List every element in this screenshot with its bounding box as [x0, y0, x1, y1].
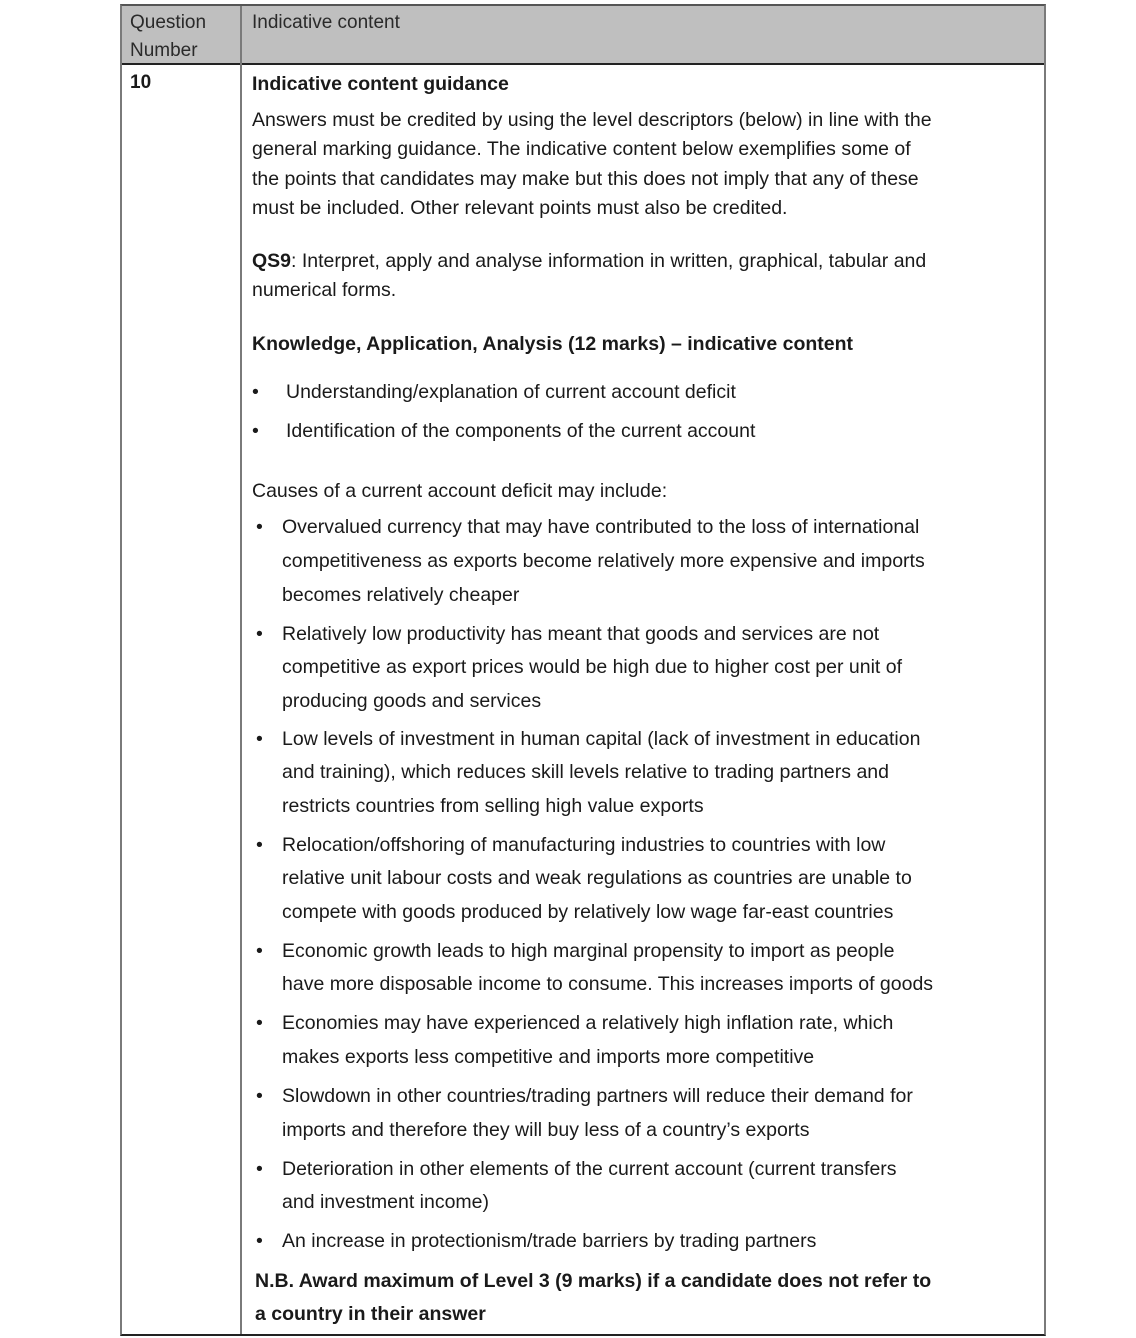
question-number: 10: [130, 72, 152, 93]
kaa-point-text: Identification of the components of the current account: [286, 420, 756, 442]
guidance-title: Indicative content guidance: [252, 73, 509, 95]
bullet-icon: •: [252, 420, 259, 442]
nb-note-line: a country in their answer: [255, 1303, 486, 1325]
column-divider: [240, 6, 242, 1334]
header-question-line1: Question: [130, 12, 207, 33]
bullet-icon: •: [256, 1012, 263, 1034]
bullet-icon: •: [256, 1158, 263, 1180]
table-header: [122, 6, 1044, 65]
cause-line: producing goods and services: [282, 690, 542, 712]
cause-line: have more disposable income to consume. This increases imports of goods: [282, 973, 934, 995]
causes-intro: Causes of a current account deficit may include:: [252, 480, 668, 502]
cause-line: relative unit labour costs and weak regulations as countries are unable to: [282, 867, 912, 889]
cause-line: imports and therefore they will buy less of a country’s exports: [282, 1119, 810, 1141]
guidance-line: the points that candidates may make but this does not imply that any of these: [252, 168, 919, 190]
kaa-heading: Knowledge, Application, Analysis (12 marks) – indicative content: [252, 333, 854, 355]
cause-line: competitive as export prices would be high due to higher cost per unit of: [282, 656, 903, 678]
qs9-label: QS9: [252, 250, 292, 272]
bullet-icon: •: [256, 834, 263, 856]
header-question-line2: Number: [130, 40, 198, 61]
cause-line: becomes relatively cheaper: [282, 584, 520, 606]
cause-line: Deterioration in other elements of the current account (current transfers: [282, 1158, 897, 1180]
guidance-line: general marking guidance. The indicative content below exemplifies some of: [252, 138, 911, 160]
cause-line: Relocation/offshoring of manufacturing industries to countries with low: [282, 834, 886, 856]
cause-line: restricts countries from selling high value exports: [282, 795, 704, 817]
cause-line: Relatively low productivity has meant that goods and services are not: [282, 623, 880, 645]
cause-line: competitiveness as exports become relatively more expensive and imports: [282, 550, 925, 572]
header-question-number: [130, 9, 238, 65]
bullet-icon: •: [256, 1230, 263, 1252]
kaa-point: [252, 378, 736, 407]
cause-line: and training), which reduces skill levels relative to trading partners and: [282, 761, 889, 783]
cause-line: Economic growth leads to high marginal propensity to import as people: [282, 940, 895, 962]
header-indicative-content: Indicative content: [252, 12, 400, 33]
guidance-line: Answers must be credited by using the level descriptors (below) in line with the: [252, 109, 932, 131]
cause-line: Slowdown in other countries/trading partners will reduce their demand for: [282, 1085, 913, 1107]
qs9-line: [252, 247, 926, 276]
cause-line: Low levels of investment in human capital (lack of investment in education: [282, 728, 921, 750]
cause-line: An increase in protectionism/trade barriers by trading partners: [282, 1230, 817, 1252]
kaa-point: [252, 417, 756, 446]
cause-line: and investment income): [282, 1191, 490, 1213]
bullet-icon: •: [252, 381, 259, 403]
kaa-point-text: Understanding/explanation of current account deficit: [286, 381, 736, 403]
bullet-icon: •: [256, 1085, 263, 1107]
bullet-icon: •: [256, 516, 263, 538]
indicative-content-table: [120, 4, 1046, 1336]
qs9-line: numerical forms.: [252, 279, 397, 301]
nb-note-line: N.B. Award maximum of Level 3 (9 marks) if a candidate does not refer to: [255, 1270, 932, 1292]
cause-line: makes exports less competitive and imports more competitive: [282, 1046, 815, 1068]
cause-line: Overvalued currency that may have contributed to the loss of international: [282, 516, 920, 538]
qs9-text: : Interpret, apply and analyse information in written, graphical, tabular and: [291, 250, 927, 272]
bullet-icon: •: [256, 940, 263, 962]
guidance-line: must be included. Other relevant points must also be credited.: [252, 197, 788, 219]
bullet-icon: •: [256, 623, 263, 645]
cause-line: compete with goods produced by relatively low wage far-east countries: [282, 901, 894, 923]
cause-line: Economies may have experienced a relatively high inflation rate, which: [282, 1012, 894, 1034]
bullet-icon: •: [256, 728, 263, 750]
